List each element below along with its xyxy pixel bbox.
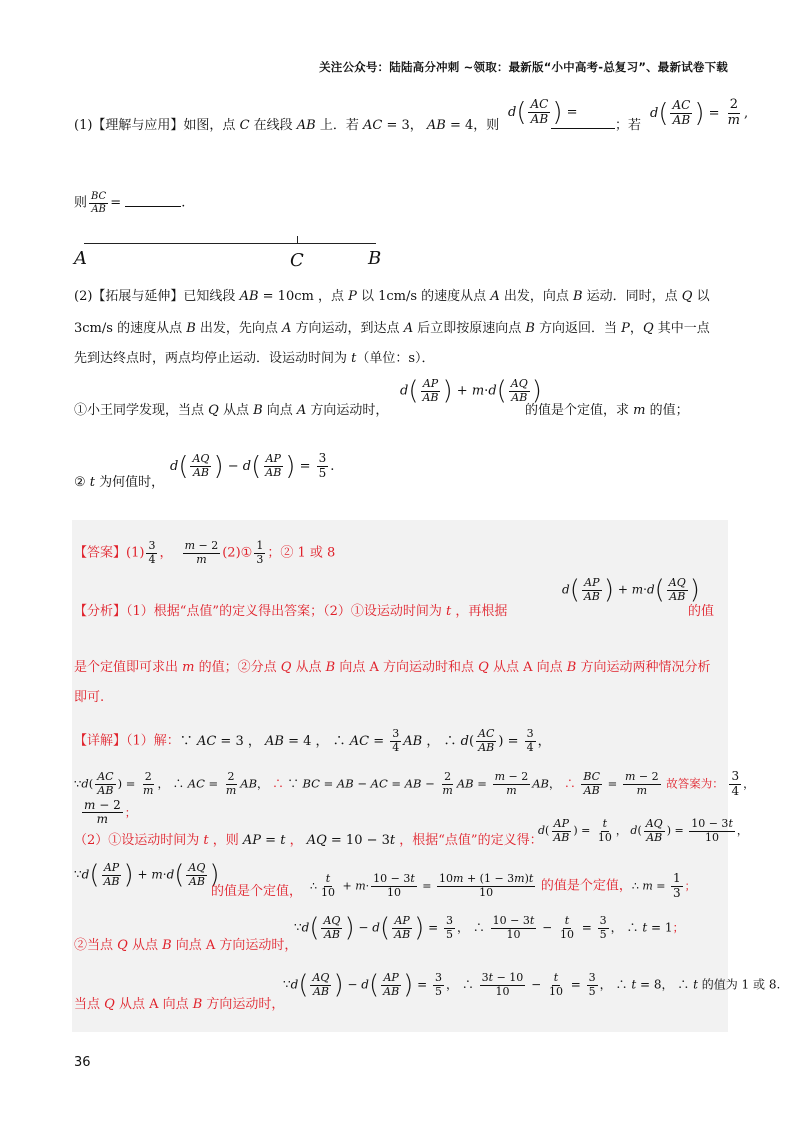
- q2-sub1-pre: ①小王同学发现，当点 Q 从点 B 向点 A 方向运动时，: [74, 403, 389, 418]
- q1-expression-2: d( $\frac{AC}{AB}$ ) = $\frac{2}{m}$ ,: [650, 97, 749, 129]
- segment-tick-c: [297, 236, 298, 244]
- detail-line-3: （2）①设运动时间为 t ，则 AP = t ， AQ = 10 − 3t ，根据“点值”的定义得：: [74, 833, 543, 848]
- analysis-expression: d( $\frac{AP}{AB}$ ) + m·d( $\frac{AQ}{AB}$ ): [562, 575, 700, 606]
- q2-line-1: (2)【拓展与延伸】已知线段 AB = 10cm ，点 P 以 1cm/s 的速度从点 A 出发，向点 B 运动．同时，点 Q 以: [74, 289, 710, 304]
- analysis-line-1: 【分析】（1）根据“点值”的定义得出答案；（2）①设运动时间为 t ，再根据: [74, 604, 508, 619]
- q1-line-2: 则 $\frac{BC}{AB}$ = .: [74, 191, 186, 215]
- analysis-line-2: 是个定值即可求出 m 的值；②分点 Q 从点 B 向点 A 方向运动时和点 Q 从点 A 向点 B 方向运动两种情况分析: [74, 660, 711, 675]
- label-c: C: [290, 250, 304, 271]
- q1-expression-1: d( $\frac{AC}{AB}$ ) =: [508, 97, 578, 128]
- q2-sub2-expression: d( $\frac{AQ}{AB}$ ) − d( $\frac{AP}{AB}$ ) = $\frac{3}{5}$ .: [170, 451, 335, 482]
- detail-line-3-expr: d( $\frac{AP}{AB}$ ) = $\frac{t}{10}$ ， d( $\frac{AQ}{AB}$ ) = $\frac{10 - 3t}{10}$ ，: [538, 817, 748, 844]
- analysis-line-1b: 的值: [688, 604, 715, 619]
- analysis-line-3: 即可.: [74, 690, 105, 705]
- q2-line-3: 先到达终点时，两点均停止运动．设运动时间为 t（单位：s）．: [74, 351, 435, 366]
- detail-line-6-expr: ∵d( $\frac{AQ}{AB}$ ) − d( $\frac{AP}{AB}$ ) = $\frac{3}{5}$ ， ∴ $\frac{3t - 10}{10}$ − $\frac{t}{10}$ = $\frac{3}{5}$ ， ∴ t = 8， ∴ t 的值为 1 或 8.: [283, 970, 781, 1001]
- answer-line: 【答案】(1) $\frac{3}{4}$ ， $\frac{m - 2}{m}$ (2)① $\frac{1}{3}$ ；② 1 或 8: [74, 539, 336, 566]
- segment-line: [84, 243, 376, 244]
- detail-line-5-expr: ∵d( $\frac{AQ}{AB}$ ) − d( $\frac{AP}{AB}$ ) = $\frac{3}{5}$ ， ∴ $\frac{10 - 3t}{10}$ − $\frac{t}{10}$ = $\frac{3}{5}$ ， ∴ t = 1；: [294, 913, 685, 944]
- q2-sub1-expression: d( $\frac{AP}{AB}$ ) + m·d( $\frac{AQ}{AB}$ ): [400, 376, 542, 407]
- q1-blank-1: ；若: [551, 117, 641, 135]
- q2-sub1-post: 的值是个定值，求 m 的值；: [525, 403, 689, 418]
- detail-line-4-post: 的值是个定值，: [211, 884, 303, 899]
- detail-line-5-pre: ②当点 Q 从点 B 向点 A 方向运动时，: [74, 938, 298, 953]
- page-header: 关注公众号：陆陆高分冲刺 ~领取：最新版“小中高考-总复习”、最新试卷下载: [319, 60, 728, 74]
- detail-line-2: ∵d( $\frac{AC}{AB}$ ) = $\frac{2}{m}$ ， ∴ AC = $\frac{2}{m}$ AB， ∴ ∵ BC = AB − AC = AB − $\frac{2}{m}$ AB = $\frac{m - 2}{m}$ AB， ∴ $\frac{BC}{AB}$ = $\frac{m - 2}{m}$ 故答案为： $\frac{3}{4}$ ， $\frac{m - 2}{m}$ ；: [74, 769, 755, 827]
- label-a: A: [74, 248, 87, 269]
- detail-line-4-mid: ∴ $\frac{t}{10}$ + m· $\frac{10 - 3t}{10}$ = $\frac{10m + (1 - 3m)t}{10}$ 的值是个定值，∴ m = $\frac{1}{3}$ ；: [310, 871, 696, 900]
- q1-prefix: (1)【理解与应用】如图，点 C 在线段 AB 上．若 AC = 3， AB = 4，则: [74, 118, 500, 133]
- page-number: 36: [74, 1055, 91, 1070]
- q2-line-2: 3cm/s 的速度从点 B 出发，先向点 A 方向运动，到达点 A 后立即按原速向点 B 方向返回．当 P，Q 其中一点: [74, 321, 710, 336]
- question-1-line: [74, 117, 499, 135]
- q2-sub2-pre: ② t 为何值时，: [74, 475, 165, 490]
- detail-line-6-pre: 当点 Q 从点 A 向点 B 方向运动时，: [74, 997, 285, 1012]
- label-b: B: [368, 248, 382, 269]
- detail-line-4-expr: ∵d( $\frac{AP}{AB}$ ) + m·d( $\frac{AQ}{AB}$ ): [74, 860, 220, 891]
- detail-line-1: 【详解】（1）解：∵ AC = 3 ， AB = 4 ， ∴ AC = $\frac{3}{4}$ AB ， ∴ d( $\frac{AC}{AB}$ ) = $\frac{3}{4}$ ，: [74, 727, 551, 754]
